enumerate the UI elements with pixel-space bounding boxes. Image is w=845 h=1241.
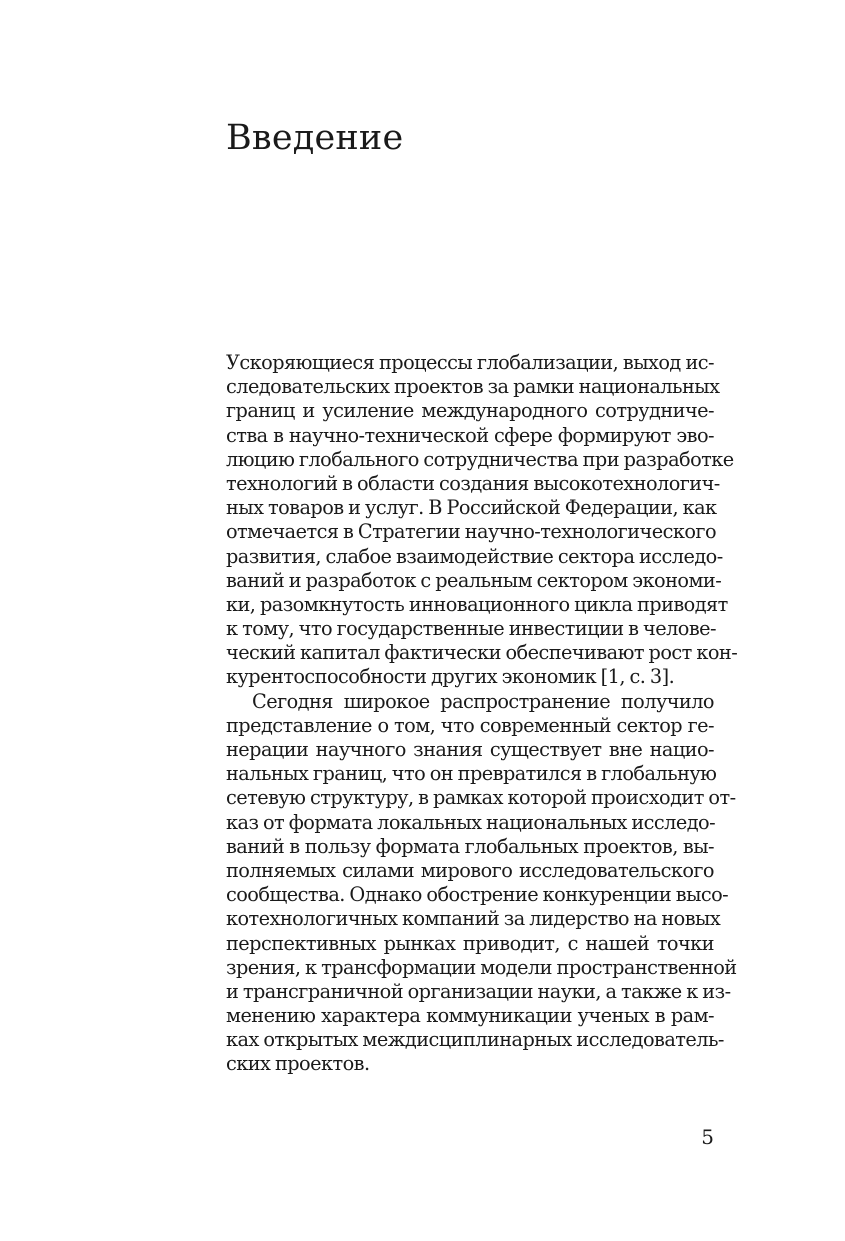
- text-line: и трансграничной организации науки, а также к из-: [226, 979, 731, 1003]
- text-line: зрения, к трансформации модели пространственной: [226, 955, 737, 979]
- text-line: ваний и разработок с реальным сектором экономи-: [226, 568, 722, 592]
- text-line: отмечается в Стратегии научно-технологического: [226, 520, 717, 544]
- text-line: нальных границ, что он превратился в глобальную: [226, 762, 717, 786]
- text-line: ческий капитал фактически обеспечивают рост кон-: [226, 641, 738, 665]
- chapter-title: Введение: [226, 118, 404, 158]
- paragraph-1: [226, 351, 738, 690]
- text-line: ваний в пользу формата глобальных проектов, вы-: [226, 834, 714, 858]
- text-line: нерации научного знания существует вне нацио-: [226, 738, 714, 761]
- text-line: ства в научно-технической сфере формируют эво-: [226, 423, 714, 447]
- text-line: сетевую структуру, в рамках которой происходит от-: [226, 786, 736, 810]
- text-line: границ и усиление международного сотрудниче-: [226, 399, 714, 423]
- text-line: представление о том, что современный сектор ге-: [226, 713, 714, 737]
- text-line: ках открытых междисциплинарных исследователь-: [226, 1028, 724, 1052]
- text-line: люцию глобального сотрудничества при разработке: [226, 447, 734, 471]
- body-text: [226, 351, 738, 1077]
- text-line: каз от формата локальных национальных исследо-: [226, 810, 716, 834]
- text-line: ских проектов.: [226, 1052, 370, 1076]
- text-line: Сегодня широкое распространение получило: [252, 689, 714, 713]
- text-line: ки, разомкнутость инновационного цикла приводят: [226, 592, 728, 616]
- text-line: ных товаров и услуг. В Российской Федерации, как: [226, 496, 717, 520]
- page-number: 5: [701, 1125, 714, 1149]
- text-line: следовательских проектов за рамки национальных: [226, 375, 720, 399]
- text-line: перспективных рынках приводит, с нашей точки: [226, 931, 714, 955]
- text-line: полняемых силами мирового исследовательского: [226, 858, 714, 882]
- text-line: сообщества. Однако обострение конкуренции высо-: [226, 883, 729, 907]
- text-line: котехнологичных компаний за лидерство на новых: [226, 907, 721, 931]
- text-line: технологий в области создания высокотехнологич-: [226, 471, 720, 495]
- paragraph-2: [226, 689, 737, 1077]
- text-line: к тому, что государственные инвестиции в челове-: [226, 617, 716, 641]
- text-line: менению характера коммуникации ученых в рам-: [226, 1004, 714, 1028]
- text-line: развития, слабое взаимодействие сектора исследо-: [226, 544, 723, 568]
- text-line: курентоспособности других экономик [1, с. 3].: [226, 665, 675, 689]
- text-line: Ускоряющиеся процессы глобализации, выход ис-: [226, 351, 714, 374]
